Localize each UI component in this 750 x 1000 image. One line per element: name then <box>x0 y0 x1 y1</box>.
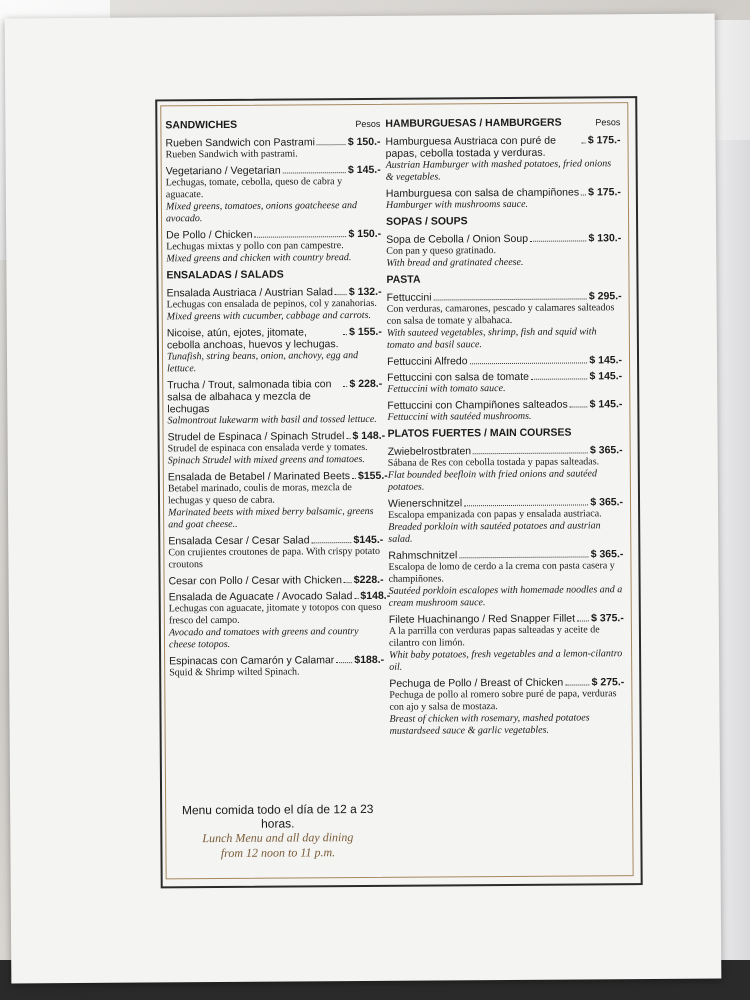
menu-item-description: Rueben Sandwich with pastrami. <box>165 148 298 161</box>
menu-item-price: $ 228.- <box>349 377 383 391</box>
menu-item-name: Hamburguesa Austriaca con puré de papas, cebolla tostada y verduras. <box>385 134 556 160</box>
leader-dots <box>473 452 588 454</box>
menu-item <box>389 676 624 738</box>
leader-dots <box>464 504 588 506</box>
menu-item-price: $ 275.- <box>591 676 625 689</box>
menu-item <box>389 612 624 674</box>
menu-item <box>387 370 622 396</box>
menu-item-price: $ 145.- <box>589 370 623 383</box>
menu-item-name: De Pollo / Chicken <box>166 228 253 242</box>
menu-item <box>388 496 623 546</box>
menu-item-name: Fettuccini Alfredo <box>387 355 468 368</box>
menu-item-price: $ 155.- <box>349 325 382 339</box>
menu-item-name: Ensalada Cesar / Cesar Salad <box>168 534 310 548</box>
leader-dots <box>531 378 587 379</box>
menu-item <box>387 290 622 352</box>
menu-item <box>388 444 623 494</box>
menu-item-english: Hamburger with mushrooms sauce. <box>385 198 529 211</box>
leader-dots <box>470 362 588 364</box>
menu-item-description: Pechuga de pollo al romero sobre puré de papa, verduras con ajo y salsa de mostaza. <box>389 688 617 713</box>
menu-item <box>386 186 621 212</box>
leader-dots <box>344 582 352 583</box>
menu-item-name: Zwiebelrostbraten <box>387 445 472 458</box>
menu-item-name: Sopa de Cebolla / Onion Soup <box>386 232 529 246</box>
menu-item-price: $ 175.- <box>587 134 621 147</box>
menu-item-name: Nicoise, atún, ejotes, jitomate, cebolla anchoas, huevos y lechugas. <box>166 326 339 352</box>
leader-dots <box>336 662 352 663</box>
menu-item-name: Filete Huachinango / Red Snapper Fillet <box>388 612 576 626</box>
menu-item-description: A la parrilla con verduras papas salteadas y aceite de cilantro con limón. <box>388 624 600 649</box>
section-title: SOPAS / SOUPS <box>386 215 468 228</box>
section-title: PASTA <box>386 273 421 286</box>
menu-item-english: With sauteed vegetables, shrimp, fish and squid with tomato and basil sauce. <box>386 326 597 351</box>
menu-item-description: Lechugas, tomate, cebolla, queso de cabra y aguacate. <box>165 176 343 201</box>
menu-item-price: $ 150.- <box>347 135 381 149</box>
leader-dots <box>434 298 587 300</box>
menu-item <box>166 164 381 225</box>
menu-item-name: Strudel de Espinaca / Spinach Strudel <box>167 430 345 444</box>
leader-dots <box>317 144 346 145</box>
menu-item <box>385 134 620 184</box>
menu-item-name: Ensalada de Betabel / Marinated Beets <box>167 470 351 484</box>
leader-dots <box>346 438 350 439</box>
menu-item-english: Marinated beets with mixed berry balsamic, greens and goat cheese.. <box>168 505 374 531</box>
menu-item-price: $148.- <box>360 589 391 603</box>
menu-item-price: $ 150.- <box>348 227 382 241</box>
menu-item <box>167 378 382 427</box>
menu-item-name: Rueben Sandwich con Pastrami <box>165 136 315 150</box>
menu-item-english: Whit baby potatoes, fresh vegetables and a lemon-cilantro oil. <box>389 648 623 673</box>
menu-item-price: $ 365.- <box>589 444 623 457</box>
menu-item-price: $228.- <box>353 573 384 587</box>
menu-item-header <box>167 378 382 416</box>
menu-item-name: Pechuga de Pollo / Breast of Chicken <box>389 676 564 690</box>
menu-item-english: Avocado and tomatoes with greens and country cheese totopos. <box>168 626 359 651</box>
menu-item <box>388 548 623 610</box>
leader-dots <box>312 542 352 543</box>
menu-item-price: $ 375.- <box>591 612 624 625</box>
section-header <box>165 118 380 132</box>
footer-hours-english-1: Lunch Menu and all day dining <box>202 830 354 846</box>
section-header <box>388 426 623 440</box>
menu-item-name: Fettuccini <box>386 291 432 304</box>
menu-item-price: $ 365.- <box>590 548 624 561</box>
menu-item-price: $ 145.- <box>347 163 381 177</box>
menu-item-english: With bread and gratinated cheese. <box>386 256 524 269</box>
menu-item-description: Lechugas mixtas y pollo con pan campestre. <box>166 240 344 253</box>
menu-item-english: Mixed greens and chicken with country bread. <box>166 252 352 265</box>
menu-item-price: $ 145.- <box>589 398 623 411</box>
menu-page <box>5 14 722 984</box>
menu-item-name: Hamburguesa con salsa de champiñones <box>385 186 580 200</box>
menu-item-name: Fettuccini con Champiñones salteados <box>387 398 568 412</box>
menu-item <box>169 654 384 680</box>
menu-item-header <box>387 354 622 368</box>
menu-item-price: $ 132.- <box>348 285 382 299</box>
menu-item-english: Fettuccini with sautéed mushrooms. <box>387 410 532 423</box>
menu-item-price: $ 365.- <box>590 496 624 509</box>
menu-item-english: Fettuccini with tomato sauce. <box>387 383 506 395</box>
leader-dots <box>565 684 589 685</box>
leader-dots <box>255 236 347 238</box>
menu-item-english: Sautéed porkloin escalopes with homemade noodles and a cream mushroom sauce. <box>388 584 623 609</box>
section-header <box>166 268 381 282</box>
leader-dots <box>459 556 588 558</box>
menu-item-header <box>166 228 381 242</box>
menu-item-price: $ 130.- <box>588 232 622 245</box>
menu-item-header <box>169 574 384 588</box>
menu-item-price: $ 295.- <box>588 290 622 303</box>
currency-label: Pesos <box>355 118 381 130</box>
menu-item-description: Lechugas con ensalada de pepinos, col y zanahorias. <box>166 297 377 311</box>
menu-item-description: Strudel de espinaca con ensalada verde y tomates. <box>167 441 368 455</box>
menu-item-description: Escalopa de lomo de cerdo a la crema con pasta casera y champiñones. <box>388 560 615 585</box>
leader-dots <box>530 240 586 241</box>
menu-item-price: $155.- <box>357 469 388 483</box>
section-header <box>386 272 621 286</box>
menu-item-description: Con pan y queso gratinado. <box>386 245 497 257</box>
menu-item-name: Cesar con Pollo / Cesar with Chicken <box>168 574 342 588</box>
menu-item <box>387 398 622 424</box>
leader-dots <box>344 386 348 387</box>
leader-dots <box>343 334 347 335</box>
menu-item-english: Salmontrout lukewarm with basil and tossed lettuce. <box>167 413 377 427</box>
menu-item-price: $145.- <box>353 533 384 547</box>
menu-item-header <box>166 164 381 178</box>
menu-item-english: Tunafish, string beans, onion, anchovy, egg and lettuce. <box>166 350 359 375</box>
leader-dots <box>582 142 586 143</box>
section-title: ENSALADAS / SALADS <box>166 268 284 282</box>
leader-dots <box>577 620 589 621</box>
currency-label: Pesos <box>595 117 621 128</box>
section-header <box>386 214 621 228</box>
menu-item-english: Breaded porkloin with sautéed potatoes and austrian salad. <box>388 520 601 545</box>
menu-item <box>168 589 391 651</box>
footer-hours-english-2: from 12 noon to 11 p.m. <box>220 845 336 861</box>
menu-item-name: Ensalada de Aguacate / Avocado Salad <box>168 590 353 604</box>
menu-item-description: Con verduras, camarones, pescado y calamares salteados con salsa de tomate y albahaca. <box>386 302 615 327</box>
left-column <box>165 116 391 683</box>
section-title: PLATOS FUERTES / MAIN COURSES <box>387 426 572 440</box>
leader-dots <box>354 598 358 599</box>
menu-item <box>167 429 386 468</box>
menu-item-name: Espinacas con Camarón y Calamar <box>169 654 335 668</box>
menu-item-english: Spinach Strudel with mixed greens and tomatoes. <box>167 453 365 467</box>
menu-item-description: Sábana de Res con cebolla tostada y papas salteadas. <box>387 456 600 469</box>
menu-item <box>167 469 388 531</box>
menu-item-name: Ensalada Austriaca / Austrian Salad <box>166 286 333 300</box>
section-title: SANDWICHES <box>165 118 238 132</box>
section-header <box>385 116 620 130</box>
leader-dots <box>352 478 356 479</box>
menu-item-description: Escalopa empanizada con papas y ensalada austriaca. <box>388 508 602 521</box>
menu-item <box>167 326 382 375</box>
leader-dots <box>570 406 588 407</box>
menu-item-name: Vegetariano / Vegetarian <box>165 164 281 178</box>
menu-item-english: Mixed greens, tomatoes, onions goatcheese and avocado. <box>165 200 357 225</box>
menu-item-description: Lechugas con aguacate, jitomate y totopos con queso fresco del campo. <box>168 601 382 627</box>
menu-item-english: Austrian Hamburger with mashed potatoes, fried onions & vegetables. <box>385 158 612 183</box>
menu-item-english: Mixed greens with cucumber, cabbage and carrots. <box>166 309 371 323</box>
leader-dots <box>283 172 346 173</box>
menu-item-name: Trucha / Trout, salmonada tibia con salsa de albahaca y mezcla de lechugas <box>167 378 332 416</box>
menu-item-header <box>165 136 380 150</box>
menu-item-description: Con crujientes croutones de papa. With crispy potato croutons <box>168 545 381 571</box>
leader-dots <box>335 294 347 295</box>
menu-item-price: $ 175.- <box>588 186 621 199</box>
menu-item-header <box>167 326 382 352</box>
menu-item-description: Squid & Shrimp wilted Spinach. <box>169 666 300 679</box>
menu-item-name: Rahmschnitzel <box>388 549 458 562</box>
menu-footer <box>170 802 385 861</box>
menu-item <box>169 574 384 588</box>
menu-item-header <box>385 134 620 160</box>
menu-item <box>165 136 380 162</box>
menu-item-price: $ 148.- <box>352 429 386 443</box>
menu-item-name: Wienerschnitzel <box>387 497 463 510</box>
menu-item-description: Betabel marinado, coulis de moras, mezcla de lechugas y queso de cabra. <box>167 482 352 507</box>
menu-item-price: $ 145.- <box>589 354 623 367</box>
right-column <box>385 114 624 742</box>
section-title: HAMBURGUESAS / HAMBURGERS <box>385 116 562 130</box>
menu-item <box>386 232 621 270</box>
menu-item-english: Breast of chicken with rosemary, mashed potatoes mustardseed sauce & garlic vegetables. <box>389 712 590 737</box>
footer-hours-spanish: Menu comida todo el día de 12 a 23 horas. <box>181 801 374 831</box>
leader-dots <box>581 194 586 195</box>
menu-item-price: $188.- <box>354 653 385 667</box>
menu-item <box>168 534 383 572</box>
menu-item <box>166 228 381 266</box>
menu-item <box>167 286 382 324</box>
menu-item <box>387 354 622 368</box>
menu-item-name: Fettuccini con salsa de tomate <box>387 370 530 384</box>
menu-item-english: Flat bounded beefloin with fried onions and sautéed potatoes. <box>387 468 598 493</box>
